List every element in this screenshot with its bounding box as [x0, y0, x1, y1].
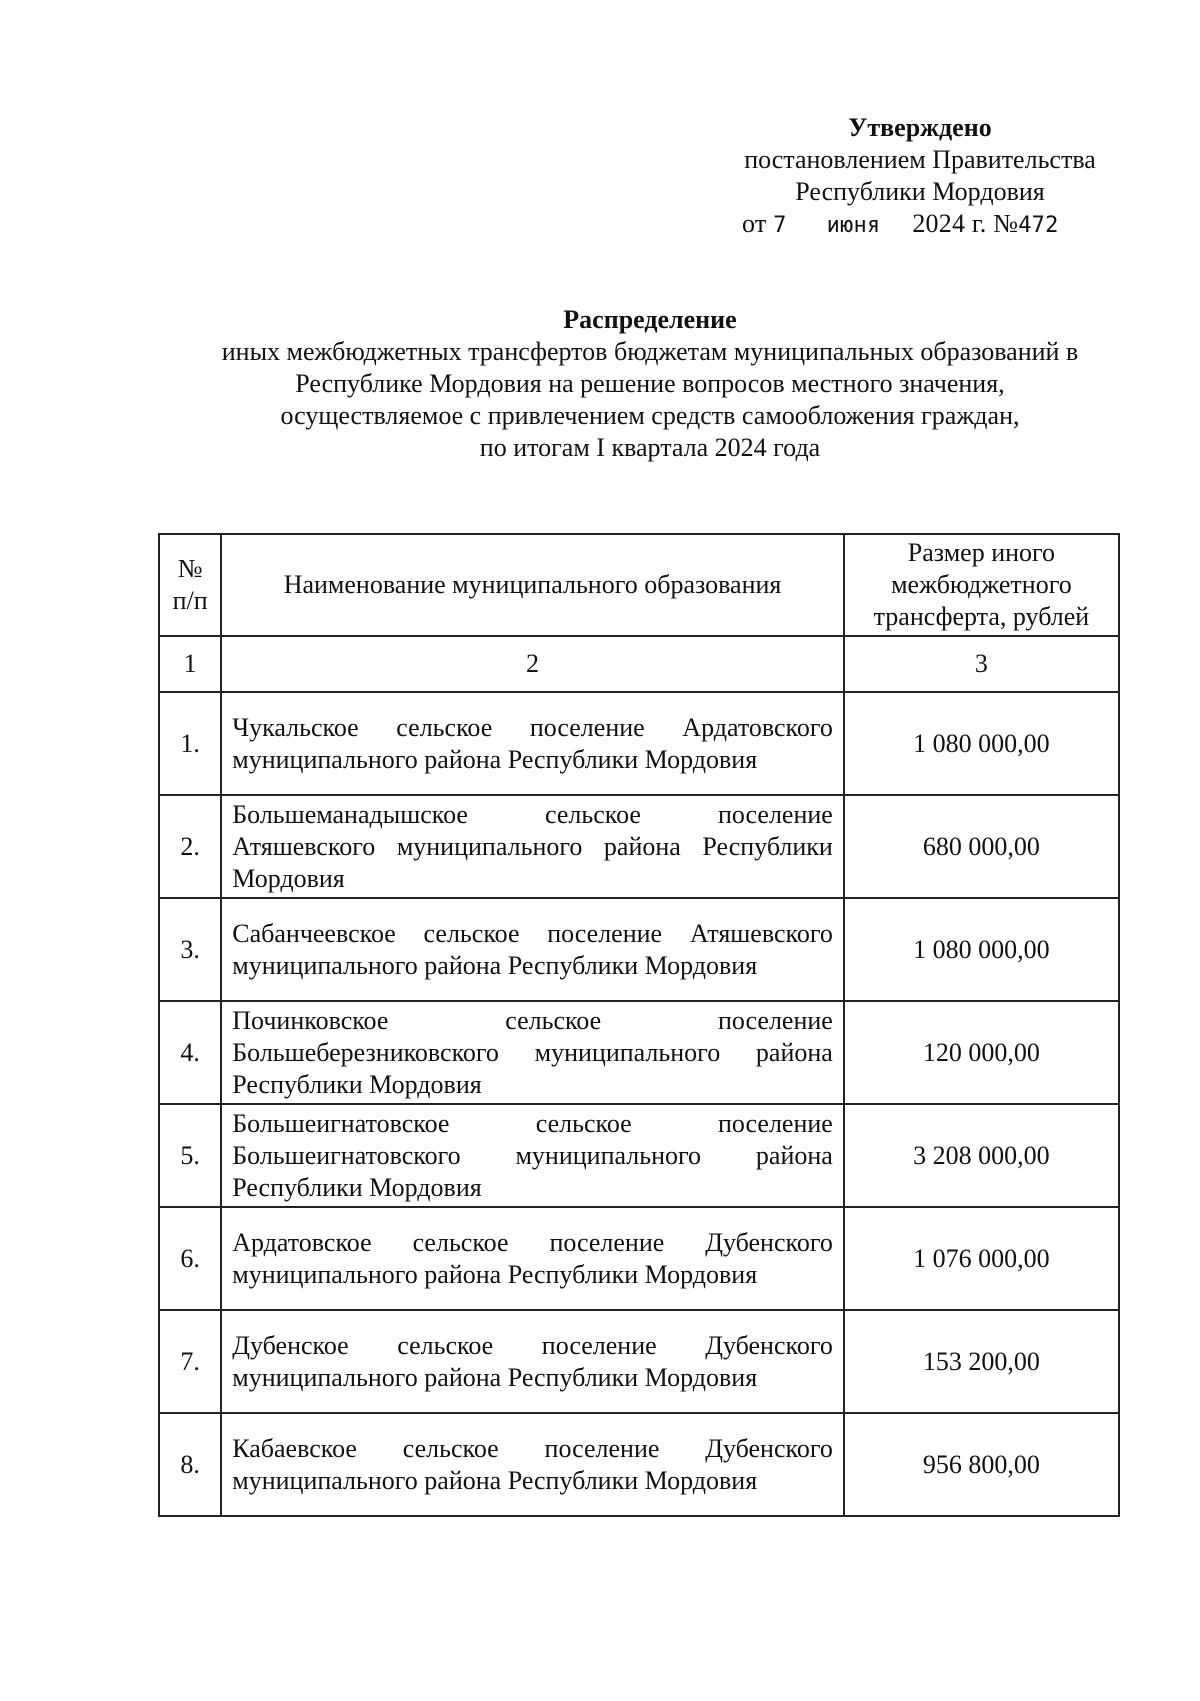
document-title — [150, 304, 1150, 464]
row-number: 5. — [159, 1104, 221, 1207]
transfer-amount: 1 076 000,00 — [844, 1207, 1119, 1310]
approval-line-resolution: постановлением Правительства — [744, 145, 1096, 174]
municipality-name: Сабанчеевское сельское поселение Атяшевского муниципального района Республики Мордовия — [221, 898, 844, 1001]
table-row — [159, 1310, 1119, 1413]
column-number-1: 1 — [159, 636, 221, 692]
table-row — [159, 795, 1119, 898]
date-prefix: от — [742, 209, 767, 238]
date-day: 7 — [773, 213, 787, 238]
transfer-amount: 3 208 000,00 — [844, 1104, 1119, 1207]
row-number: 8. — [159, 1413, 221, 1516]
municipality-name: Большеманадышское сельское поселение Атяшевского муниципального района Республики Мордовия — [221, 795, 844, 898]
title-line-3: осуществляемое с привлечением средств самообложения граждан, — [280, 401, 1020, 430]
municipality-name: Починковское сельское поселение Большеберезниковского муниципального района Республики Мордовия — [221, 1001, 844, 1104]
row-number: 1. — [159, 692, 221, 795]
row-number: 3. — [159, 898, 221, 1001]
table-row — [159, 1207, 1119, 1310]
row-number: 7. — [159, 1310, 221, 1413]
column-number-row — [159, 636, 1119, 692]
transfer-amount: 680 000,00 — [844, 795, 1119, 898]
header-num: № п/п — [159, 534, 221, 636]
date-month: июня — [826, 213, 881, 238]
table-row — [159, 1104, 1119, 1207]
header-amount: Размер иного межбюджетного трансферта, рублей — [844, 534, 1119, 636]
row-number: 2. — [159, 795, 221, 898]
title-heading: Распределение — [563, 305, 737, 334]
title-line-4: по итогам I квартала 2024 года — [479, 433, 821, 462]
distribution-table — [158, 533, 1120, 1517]
resolution-number: 472 — [1018, 213, 1059, 238]
row-number: 6. — [159, 1207, 221, 1310]
transfer-amount: 956 800,00 — [844, 1413, 1119, 1516]
transfer-amount: 120 000,00 — [844, 1001, 1119, 1104]
table-row — [159, 1413, 1119, 1516]
table-row — [159, 1001, 1119, 1104]
date-year-number-label: 2024 г. № — [912, 209, 1019, 238]
title-line-2: Республике Мордовия на решение вопросов местного значения, — [295, 369, 1005, 398]
municipality-name: Кабаевское сельское поселение Дубенского муниципального района Республики Мордовия — [221, 1413, 844, 1516]
municipality-name: Большеигнатовское сельское поселение Большеигнатовского муниципального района Республики Мордовия — [221, 1104, 844, 1207]
column-number-3: 3 — [844, 636, 1119, 692]
transfer-amount: 1 080 000,00 — [844, 898, 1119, 1001]
title-line-1: иных межбюджетных трансфертов бюджетам муниципальных образований в — [221, 337, 1079, 366]
row-number: 4. — [159, 1001, 221, 1104]
approval-line-republic: Республики Мордовия — [795, 177, 1045, 206]
header-name: Наименование муниципального образования — [221, 534, 844, 636]
municipality-name: Дубенское сельское поселение Дубенского муниципального района Республики Мордовия — [221, 1310, 844, 1413]
table-row — [159, 692, 1119, 795]
table-row — [159, 898, 1119, 1001]
approval-date-line — [720, 208, 1120, 242]
municipality-name: Чукальское сельское поселение Ардатовского муниципального района Республики Мордовия — [221, 692, 844, 795]
transfer-amount: 1 080 000,00 — [844, 692, 1119, 795]
transfer-amount: 153 200,00 — [844, 1310, 1119, 1413]
municipality-name: Ардатовское сельское поселение Дубенского муниципального района Республики Мордовия — [221, 1207, 844, 1310]
column-number-2: 2 — [221, 636, 844, 692]
table-header-row — [159, 534, 1119, 636]
approval-title: Утверждено — [848, 113, 992, 142]
approval-block — [720, 112, 1120, 242]
